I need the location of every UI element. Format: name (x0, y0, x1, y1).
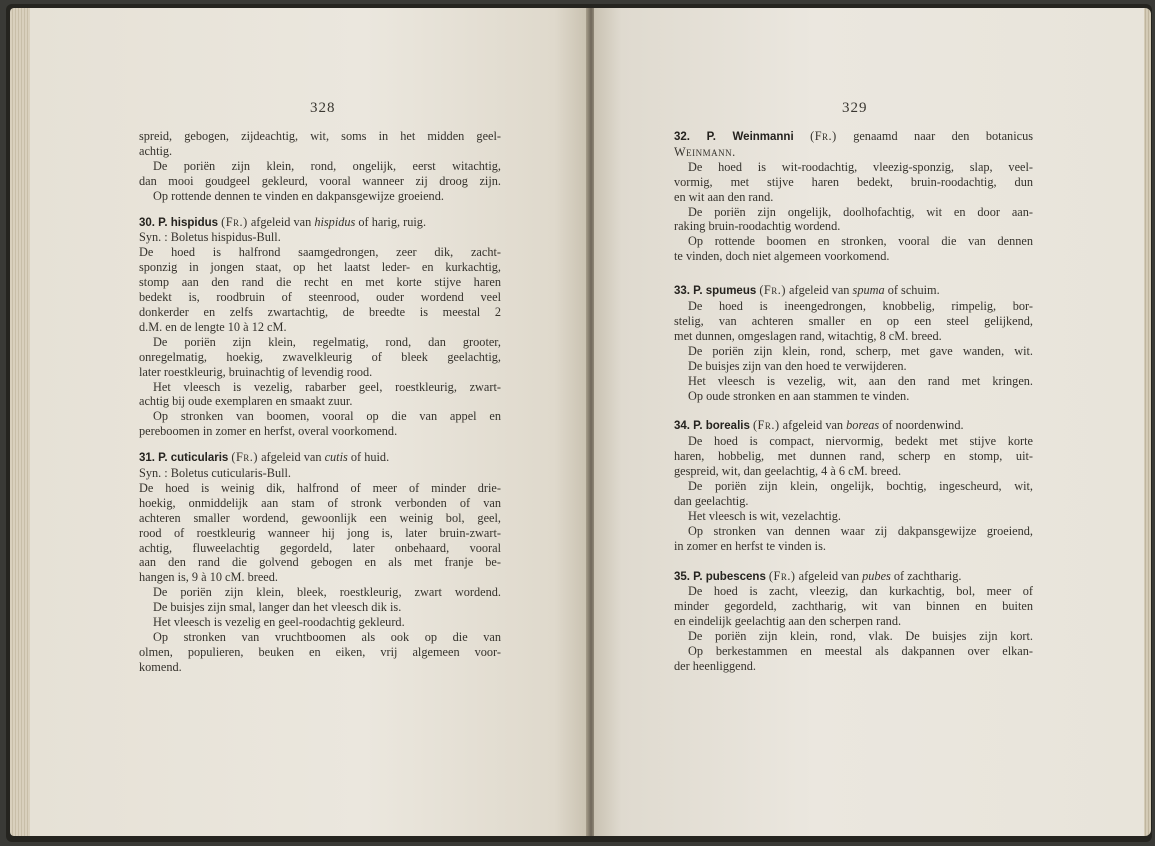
intro-paragraph (139, 129, 501, 204)
species-entry (139, 450, 501, 675)
text-line: De hoed is zacht, vleezig, dan kurkachtig, bol, meer of (688, 584, 1033, 599)
author-abbrev: (Fr.) (810, 129, 837, 143)
text-line: te vinden, doch niet algemeen voorkomend. (674, 249, 890, 264)
text-line: komend. (139, 659, 182, 674)
etymology-text: afgeleid van (250, 214, 312, 229)
text-line: aan den rand die golvend gebogen en als met franje be- (139, 555, 501, 570)
text-line: De poriën zijn klein, rond, vlak. De buisjes zijn kort. (688, 629, 1033, 644)
etymology-text: afgeleid van (261, 450, 322, 465)
author-abbrev: (Fr.) (759, 283, 786, 298)
text-line: hangen is, 9 à 10 cM. breed. (139, 570, 278, 585)
text-line: dan geelachtig. (674, 493, 749, 508)
page-edges-left (10, 8, 32, 836)
text-line: De poriën zijn klein, bleek, roestkleurig, zwart wordend. (153, 585, 501, 600)
text-line: De buisjes zijn smal, langer dan het vleesch dik is. (153, 600, 402, 615)
text-line: later roestkleurig, bruinachtig of levendig rood. (139, 364, 373, 379)
text-line: met dunnen, omgeslagen rand, witachtig, 8 cM. breed. (674, 328, 942, 343)
text-line: De poriën zijn klein, regelmatig, rond, dan grooter, (153, 334, 501, 349)
text-line: dan mooi goudgeel gekleurd, vooral wanneer zij droog zijn. (139, 173, 501, 188)
text-line: Op stronken van vruchtboomen als ook op die van (153, 630, 501, 644)
etymology-meaning: of schuim. (887, 283, 940, 298)
etymology-text: afgeleid van (798, 568, 860, 583)
etymology-meaning: of zachtharig. (893, 568, 962, 583)
text-line: De hoed is wit-roodachtig, vleezig-sponzig, slap, veel- (688, 159, 1033, 174)
author-abbrev: (Fr.) (768, 568, 796, 583)
text-line: achtig, fluweelachtig gegordeld, later onbehaard, vooral (139, 540, 501, 555)
text-line: De poriën zijn ongelijk, doolhofachtig, wit en door aan- (688, 204, 1033, 219)
page-number: 329 (842, 100, 868, 116)
author-abbrev: (Fr.) (752, 418, 780, 433)
text-line: stelig, van achteren smaller en op een steel gelijkend, (674, 313, 1033, 328)
etymology-meaning: of huid. (350, 450, 390, 465)
text-line: minder gegordeld, zachtharig, wit van binnen en buiten (674, 599, 1033, 614)
etymology-meaning: of noordenwind. (882, 418, 964, 433)
species-heading: 30. P. hispidus (139, 216, 219, 229)
etymology-meaning: of harig, ruig. (358, 214, 427, 229)
text-line: Op rottende boomen en stronken, vooral die van dennen (688, 234, 1033, 249)
text-line: sponzig in jongen staat, op het laatst leder- en kurkachtig, (139, 260, 501, 275)
text-line: De hoed is ineengedrongen, knobbelig, rimpelig, bor- (688, 299, 1033, 314)
text-line: Het vleesch is vezelig, wit, aan den rand met kringen. (688, 373, 1033, 388)
text-line: d.M. en de lengte 10 à 12 cM. (139, 319, 287, 334)
left-page (30, 8, 588, 836)
text-line: onregelmatig, hoekig, zwavelkleurig of bleek geelachtig, (139, 349, 501, 364)
text-line: gespreid, wit, dan geelachtig, 4 à 6 cM. breed. (674, 464, 902, 479)
page-number: 328 (310, 100, 336, 116)
text-line: Het vleesch is vezelig en geel-roodachtig gekleurd. (153, 615, 405, 630)
species-entry (674, 283, 1033, 403)
species-heading: 32. P. Weinmanni (674, 131, 794, 143)
text-line: in zomer en herfst te vinden is. (674, 538, 826, 553)
text-line: Op stronken van dennen waar zij dakpansgewijze groeiend, (688, 523, 1033, 538)
species-heading: 34. P. borealis (674, 420, 750, 433)
text-line: hoekig, onmiddelijk aan stam of stronk verbonden of van (139, 495, 501, 510)
text-line: De poriën zijn klein, rond, ongelijk, eerst witachtig, (153, 158, 501, 173)
text-line: en eindelijk geelachtig aan den scherpen rand. (674, 614, 902, 629)
text-line: De poriën zijn klein, ongelijk, bochtig, ingescheurd, wit, (688, 479, 1033, 494)
author-abbrev: (Fr.) (221, 214, 248, 229)
right-page-text (674, 129, 1033, 674)
text-line: haren, hobbelig, met dunnen rand, scherp en stomp, uit- (674, 449, 1033, 464)
text-line: achteren smaller wordend, gewoonlijk een weinig bol, geel, (139, 510, 501, 525)
text-line: Op stronken van boomen, vooral op die van appel en (153, 409, 501, 424)
text-line: raking bruin-roodachtig wordend. (674, 219, 841, 234)
author-abbrev: (Fr.) (231, 450, 258, 465)
right-page (594, 8, 1144, 836)
text-line: achtig. (139, 143, 173, 158)
etymology-text: afgeleid van (782, 418, 844, 433)
text-line: Het vleesch is wit, vezelachtig. (688, 508, 841, 523)
left-page-text (139, 129, 501, 675)
text-line: en wit aan den rand. (674, 189, 774, 204)
text-line: Op berkestammen en meestal als dakpannen over elkan- (688, 644, 1033, 659)
text-line: achtig bij oude exemplaren en smaakt zuur. (139, 394, 353, 409)
text-line: rood of roestkleurig wanneer hij jong is, later bruin-zwart- (139, 525, 501, 540)
text-line: Weinmann. (674, 144, 736, 159)
etymology-text: genaamd naar den botanicus (853, 129, 1034, 143)
etymology-word: spuma (852, 283, 885, 298)
text-line: donkerder en zelfs zwartachtig, de breedte is meestal 2 (139, 304, 501, 319)
text-line: bedekt is, roodbruin of steenrood, ouder wordend veel (139, 290, 501, 305)
etymology-word: hispidus (314, 214, 356, 229)
text-line: pereboomen in zomer en herfst, overal voorkomend. (139, 424, 398, 439)
species-entry (674, 569, 1033, 674)
text-line: De hoed is compact, niervormig, bedekt met stijve korte (688, 434, 1033, 449)
etymology-text: afgeleid van (789, 283, 850, 298)
text-line: De hoed is weinig dik, halfrond of meer of minder drie- (139, 480, 501, 495)
text-line: Op oude stronken en aan stammen te vinden. (688, 388, 910, 403)
species-heading: 33. P. spumeus (674, 285, 757, 298)
text-line: der heenliggend. (674, 659, 756, 673)
etymology-word: pubes (862, 568, 891, 583)
species-heading: 31. P. cuticularis (139, 452, 229, 465)
text-line: vormig, met stijve haren bedekt, bruin-roodachtig, dun (674, 174, 1033, 189)
text-line: Het vleesch is vezelig, rabarber geel, roestkleurig, zwart- (153, 379, 501, 394)
text-line: De buisjes zijn van den hoed te verwijderen. (688, 358, 907, 373)
etymology-word: cutis (324, 450, 348, 465)
text-line: De poriën zijn klein, rond, scherp, met gave wanden, wit. (688, 343, 1033, 358)
species-heading: 35. P. pubescens (674, 570, 766, 583)
text-line: Op rottende dennen te vinden en dakpansgewijze groeiend. (153, 188, 444, 203)
text-line: olmen, populieren, beuken en eiken, vrij algemeen voor- (139, 644, 501, 659)
text-line: De hoed is halfrond saamgedrongen, zeer dik, zacht- (139, 245, 501, 260)
species-entry (674, 418, 1033, 553)
species-entry (139, 215, 501, 440)
text-line: Syn. : Boletus cuticularis-Bull. (139, 466, 291, 481)
text-line: stomp aan den rand die recht en met korte stijve haren (139, 275, 501, 290)
etymology-word: boreas (846, 418, 880, 433)
species-entry (674, 129, 1033, 264)
text-line: spreid, gebogen, zijdeachtig, wit, soms in het midden geel- (139, 129, 501, 143)
text-line: Syn. : Boletus hispidus-Bull. (139, 230, 281, 245)
